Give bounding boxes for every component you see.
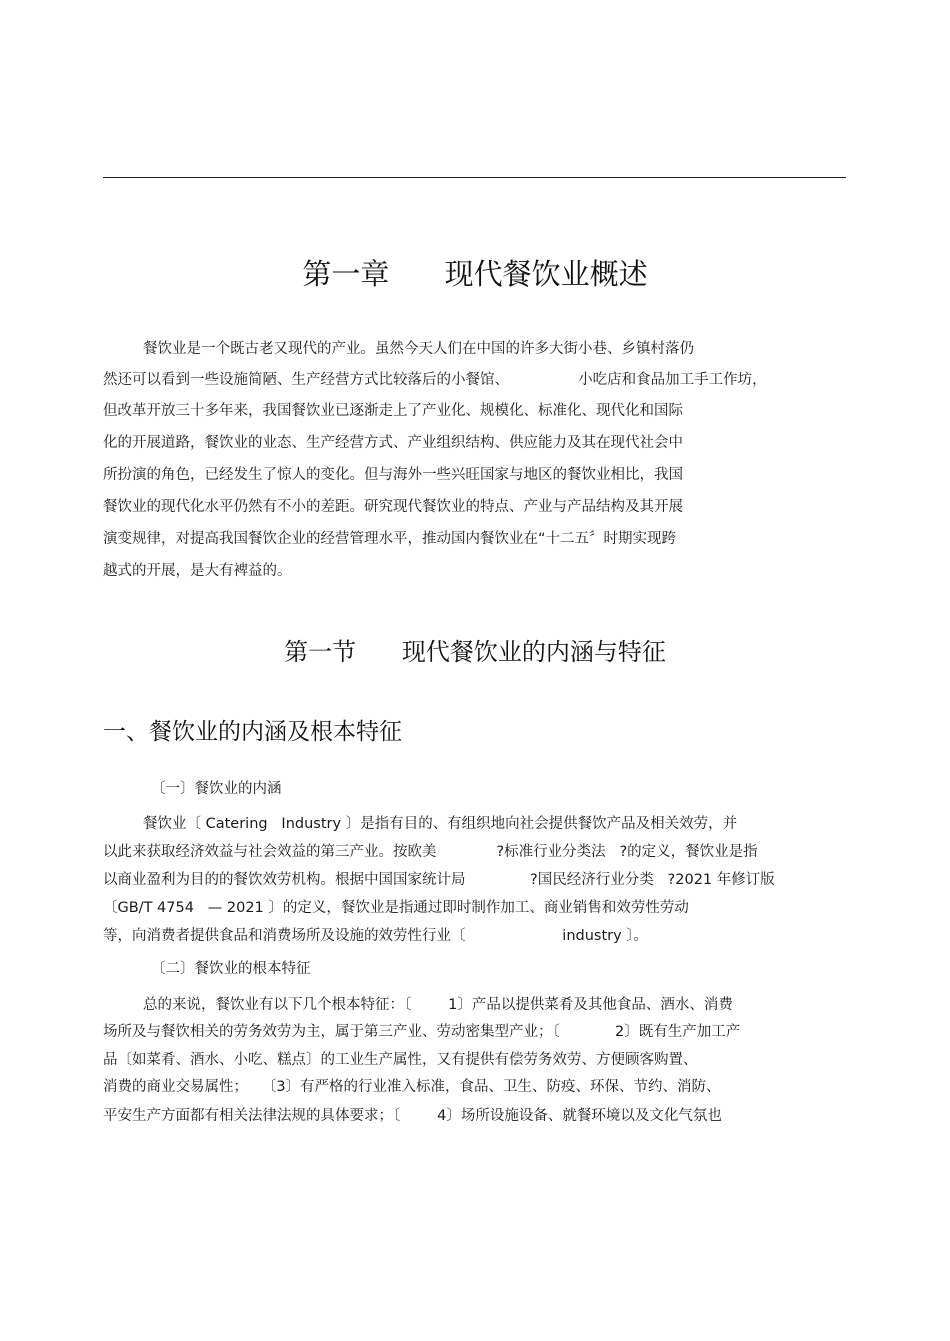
intro-line: 餐饮业的现代化水平仍然有不小的差距。研究现代餐饮业的特点、产业与产品结构及其开展 [103,499,683,515]
features-line: 场所及与餐饮相关的劳务效劳为主，属于第三产业、劳动密集型产业；〔 2〕既有生产加工产 [103,1024,741,1040]
features-line: 总的来说，餐饮业有以下几个根本特征：〔 1〕产品以提供菜肴及其他食品、酒水、消费 [143,997,733,1013]
section-title: 第一节 现代餐饮业的内涵与特征 [284,638,666,666]
features-line: 消费的商业交易属性； 〔3〕有严格的行业准入标准，食品、卫生、防疫、环保、节约、消防、 [103,1079,721,1095]
subheading-connotation: 〔一〕餐饮业的内涵 [151,781,282,797]
intro-line: 但改革开放三十多年来，我国餐饮业已逐渐走上了产业化、规模化、标准化、现代化和国际 [103,403,683,419]
intro-line: 所扮演的角色，已经发生了惊人的变化。但与海外一些兴旺国家与地区的餐饮业相比，我国 [103,467,683,483]
header-rule [103,177,846,178]
intro-line: 餐饮业是一个既古老又现代的产业。虽然今天人们在中国的许多大街小巷、乡镇村落仍 [143,341,694,357]
heading-level-1: 一、餐饮业的内涵及根本特征 [103,719,402,745]
intro-line: 越式的开展，是大有裨益的。 [103,563,292,579]
connotation-line: 〔GB/T 4754 — 2021 〕的定义，餐饮业是指通过即时制作加工、商业销售和效劳性劳动 [103,900,689,916]
features-line: 平安生产方面都有相关法律法规的具体要求；〔 4〕场所设施设备、就餐环境以及文化气氛也 [103,1108,722,1124]
connotation-line: 以此来获取经济效益与社会效益的第三产业。按欧美 ?标准行业分类法 ?的定义，餐饮业是指 [103,844,758,860]
connotation-line: 餐饮业〔 Catering Industry 〕是指有目的、有组织地向社会提供餐饮产品及相关效劳，并 [143,816,738,832]
chapter-title: 第一章 现代餐饮业概述 [302,257,648,291]
intro-line: 然还可以看到一些设施简陋、生产经营方式比较落后的小餐馆、 小吃店和食品加工手工作坊， [103,372,767,388]
features-line: 品〔如菜肴、酒水、小吃、糕点〕的工业生产属性，又有提供有偿劳务效劳、方便顾客购置、 [103,1052,698,1068]
intro-line: 演变规律，对提高我国餐饮企业的经营管理水平，推动国内餐饮业在“十二五〞时期实现跨 [103,531,677,547]
subheading-features: 〔二〕餐饮业的根本特征 [151,961,311,977]
intro-line: 化的开展道路，餐饮业的业态、生产经营方式、产业组织结构、供应能力及其在现代社会中 [103,435,683,451]
connotation-line: 以商业盈利为目的的餐饮效劳机构。根据中国国家统计局 ?国民经济行业分类 ?2021 年修订版 [103,872,775,888]
connotation-line: 等，向消费者提供食品和消费场所及设施的效劳性行业〔 industry 〕。 [103,928,649,944]
